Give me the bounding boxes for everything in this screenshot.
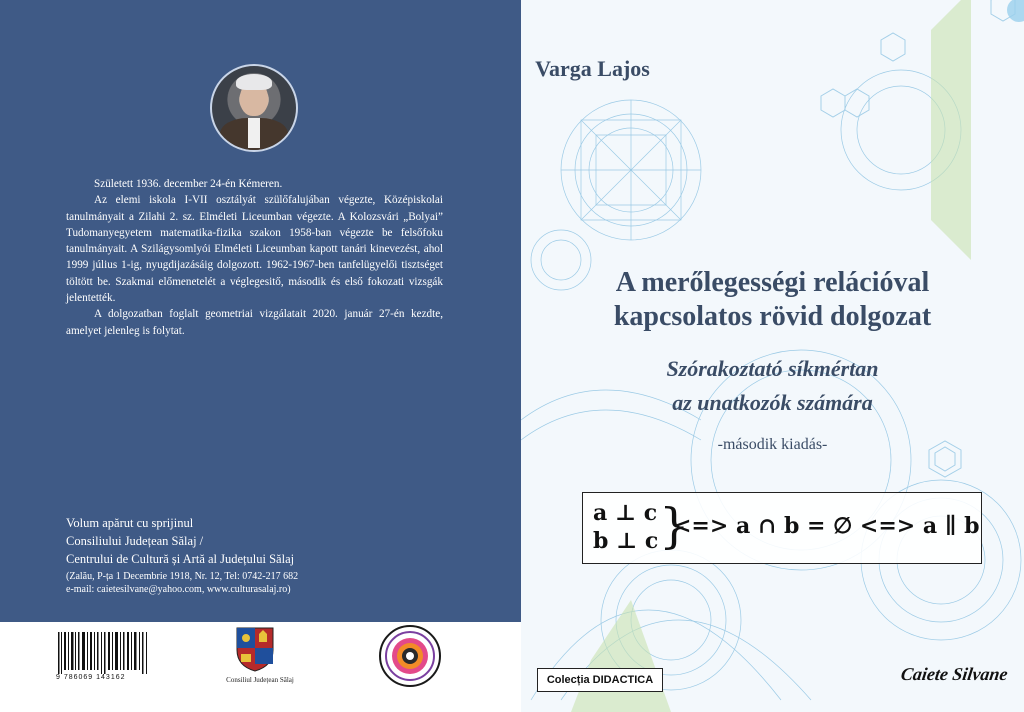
formula-line-2: b ⊥ c (593, 528, 659, 554)
title-line-2: kapcsolatos rövid dolgozat (613, 301, 932, 332)
address-line-2: e-mail: caietesilvane@yahoo.com, www.culturasalaj.ro) (66, 584, 291, 595)
formula-box (582, 492, 982, 564)
collection-label: Colecția DIDACTICA (537, 668, 663, 692)
bio-paragraph-3: A dolgozatban foglalt geometriai vizgálatait 2020. január 27-én kezdte, amelyet jelenleg is folytat. (66, 308, 443, 337)
support-line-2: Consiliului Județean Sălaj / (66, 534, 204, 548)
isbn-barcode (56, 632, 152, 674)
support-line-1: Volum apărut cu sprijinul (66, 516, 194, 530)
author-name: Varga Lajos (535, 56, 650, 81)
publisher-logo: Caiete Silvane (899, 664, 1009, 684)
support-note (66, 514, 486, 568)
author-bio (66, 176, 443, 339)
formula-premises (593, 499, 658, 555)
subtitle-line-1: Szórakoztató síkmértan (666, 356, 879, 381)
isbn-digits: 9 786069 143162 (56, 674, 126, 681)
culture-center-seal-icon (378, 624, 442, 688)
front-cover (521, 0, 1024, 712)
council-label: Consiliul Județean Sălaj (226, 676, 294, 684)
author-photo (210, 64, 298, 152)
formula-line-1: a ⊥ c (593, 500, 658, 526)
title-line-1: A merőlegességi relációval (615, 267, 930, 298)
bio-paragraph-1: Született 1936. december 24-én Kémeren. (94, 178, 283, 190)
bio-paragraph-2: Az elemi iskola I-VII osztályát szülőfalujában végezte, Középiskolai tanulmányait a Zilahi 2. sz. Elméleti Liceumban végezte. A Kolozsvári „Bolyai” Tudomanyegyetem matematika-fizika szakon 1958-ban végezte be felsőfoku tanulmányait. A Szilágysomlyói Elméleti Liceumban kapott tanári kinevezést, ahol 1999 július 1-ig, nyugdijazásáig dolgozott. 1962-1967-ben tanfelügyelői tisztséget töltött be. Szakmai előmenetelét a véglegesitő, második és első fokozati vizsgák jelentették. (66, 194, 443, 305)
edition-label: -második kiadás- (717, 436, 828, 453)
formula-brace: } (659, 498, 690, 554)
book-subtitle (521, 352, 1024, 420)
address-line-1: (Zalău, P-ța 1 Decembrie 1918, Nr. 12, Tel: 0742-217 682 (66, 571, 299, 582)
subtitle-line-2: az unatkozók számára (672, 390, 873, 415)
formula-conclusion: <=> a ∩ b = ∅ <=> a ∥ b (673, 513, 980, 539)
publisher-address (66, 570, 486, 596)
county-crest-icon (233, 624, 277, 672)
support-line-3: Centrului de Cultură și Artă al Județului Sălaj (66, 552, 295, 566)
book-title (521, 266, 1024, 334)
